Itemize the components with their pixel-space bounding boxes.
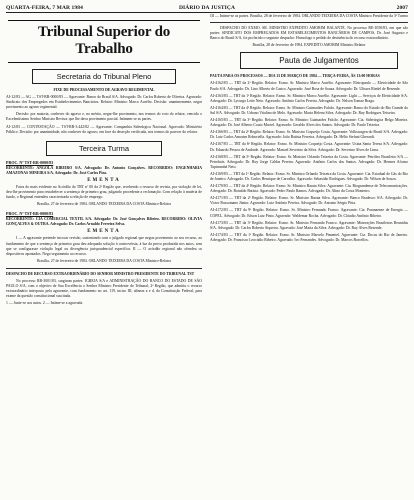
pauta-list	[210, 81, 408, 243]
paragraph: AI-12/83 — CONTESTAÇÃO — TST-RR-3.442/82 — Agravante: Companhia Siderúrgica Nacional. Agravado: Ministério Público. Decisão: por unanimidade, não conhecer do agravo, em face da deserção verificada, nos termos do parecer do relator.	[6, 124, 202, 134]
pauta-item: AI-4165/83 — TRT da 3ª Região. Relator: Exmo. Sr. Ministro Guimarães Falcão. Agravante: Cia. Siderúrgica Belgo Mineira. Advogado: Dr. José Alberto Couto Maciel. Agravado: Geraldo Alves dos Santos. Advogado: Dr. Paulo Teixeira.	[210, 118, 408, 128]
pauta-item: AI-4162/83 — TRT da 2ª Região. Relator: Exmo. Sr. Ministro Marco Aurélio. Agravante: Eletropaulo — Eletricidade de São Paulo S/A. Advogado: Dr. Lino Alberto de Castro. Agravado: José Rosa de Souza. Advogado: Dr. Ulisses Riedel de Resende.	[210, 81, 408, 91]
pauta-item: AI-4167/83 — TRT da 6ª Região. Relator: Exmo. Sr. Ministro Coqueijo Costa. Agravante: Usina Santa Teresa S/A. Advogado: Dr. Eduardo Pessoa de Andrade. Agravado: Manoel Severino da Silva. Advogado: Dr. Severino Alves de Lima.	[210, 142, 408, 152]
publication-name: DIÁRIO DA JUSTIÇA	[178, 4, 236, 11]
signature-block: Brasília, 28 de fevereiro de 1984. EXPEDITO AMORIM Ministro Relator	[252, 43, 366, 48]
paragraph: Decisão: por maioria, conhecer do agravo e, no mérito, negar-lhe provimento, nos termos do voto do relator, vencido o Excelentíssimo Senhor Ministro Revisor que lhe dava provimento parcial. Intimem-se as partes.	[6, 112, 202, 122]
divider	[210, 22, 408, 23]
divider	[6, 268, 202, 269]
paragraph: I — A agravante pretende invocar revisão, sustentando com o julgado regional que negou provimento ao seu recurso, ao fundamento de que a sentença de primeiro grau deu adequada solução à controvérsia, à luz da prova produzida nos autos, sem que se configurasse violação legal ou divergência jurisprudencial específica. II — O acórdão regional não ofendeu os dispositivos apontados. Nego seguimento ao recurso.	[6, 236, 202, 256]
pauta-item: AI-4168/83 — TRT da 5ª Região. Relator: Exmo. Sr. Ministro Orlando Teixeira da Costa. Agravante: Petróleo Brasileiro S/A — Petrobrás. Advogado: Dr. Ruy Jorge Caldas Pereira. Agravado: Antônio Carlos dos Santos. Advogado: Dr. Hermes Afonso Tupinambá Neto.	[210, 154, 408, 169]
pauta-item: AI-4170/83 — TRT da 4ª Região. Relator: Exmo. Sr. Ministro Barata Silva. Agravante: Cia. Riograndense de Telecomunicações. Advogado: Dr. Ronaldo Batista. Agravado: Pedro Paulo Ramos. Advogado: Dr. Alino da Costa Monteiro.	[210, 184, 408, 194]
paragraph: AI-12/83 — AG — TST-RR-0000/83 — Agravante: Banco do Brasil S/A. Advogado: Dr. Carlos Roberto de Oliveira. Agravado: Sindicato dos Empregados em Estabelecimentos Bancários. Relator: Ministro Marco Aurélio. Decisão: unanimemente, negar provimento ao agravo regimental.	[6, 95, 202, 110]
pauta-item: AI-4166/83 — TRT da 2ª Região. Relator: Exmo. Sr. Ministro Coqueijo Costa. Agravante: Volkswagen do Brasil S/A. Advogado: Dr. Luiz Carlos Amorim Robortella. Agravado: João Batista Ferreira. Advogado: Dr. Hélio Stefani Gherardi.	[210, 130, 408, 140]
masthead: Tribunal Superior do Trabalho	[8, 20, 200, 63]
section-header-pauta: Pauta de Julgamentos	[240, 52, 398, 69]
pauta-item: AI-4174/83 — TRT da 1ª Região. Relator: Exmo. Sr. Ministro Marcelo Pimentel. Agravante: Cia. Docas do Rio de Janeiro. Advogado: Dr. Francisco Leocádio Ribeiro. Agravado: Ivo Fernandes. Advogado: Dr. Marcos Barcellos.	[210, 232, 408, 242]
process-parties: RECORRENTE: ANGOLA RIBEIRO S/A. Advogado: Dr. Antonio Gonçalves. RECORRIDO: ENGENHARIA AMAZONAS MINEIRA S/A. Advogado: Dr. José Carlos Piza.	[6, 165, 202, 175]
section-header-pleno: Secretaria do Tribunal Pleno	[32, 69, 176, 84]
issue-date: QUARTA-FEIRA, 7 MAR 1984	[6, 4, 83, 11]
pauta-item: AI-4171/83 — TRT da 2ª Região. Relator: Exmo. Sr. Ministro Barata Silva. Agravante: Banco Bradesco S/A. Advogado: Dr. Victor Russomano Júnior. Agravado: Luiz Antônio Pereira. Advogado: Dr. Antonio Sérgio Pitta.	[210, 196, 408, 206]
pauta-item: AI-4164/83 — TRT da 4ª Região. Relator: Exmo. Sr. Ministro Guimarães Falcão. Agravante: Banco do Estado do Rio Grande do Sul S/A. Advogado: Dr. Urbano Vitalino de Melo. Agravado: Maria Helena Silva. Advogado: Dr. Ruy Rodrigues Teixeira.	[210, 105, 408, 115]
pauta-item: AI-4169/83 — TRT da 1ª Região. Relator: Exmo. Sr. Ministro Orlando Teixeira da Costa. Agravante: Cia. Estadual de Gás do Rio de Janeiro. Advogado: Dr. Carlos Henrique de Carvalho. Agravado: Sebastião Rodrigues. Advogado: Dr. Wilson de Souza.	[210, 171, 408, 181]
despacho-heading: DESPACHO DE RECURSO EXTRAORDINÁRIO DO SENHOR MINISTRO PRESIDENTE DO TRIBUNAL TST	[6, 271, 195, 276]
ementa-heading: EMENTA	[87, 229, 121, 235]
signature-block: Brasília, 27 de fevereiro de 1984. ORLANDO TEIXEIRA DA COSTA Ministro-Relator	[37, 202, 171, 207]
paragraph: Fatos do mais evidente no Acórdão do TRT nº 00 da 2ª Região que, recebendo o recurso de revista, por violação de lei, deu-lhe provimento para restabelecer a sentença de primeiro grau, julgando procedente a reclamação. Com relação à matéria de fundo, o Regional entendeu caracterizada a relação de emprego.	[6, 184, 202, 200]
ementa-heading: EMENTA	[87, 177, 121, 183]
pauta-heading: PAUTA PARA OS PROCESSOS — DIA 13 DE MARÇO DE 1984 — TERÇA-FEIRA, ÀS 13:00 HORAS	[210, 74, 380, 79]
process-parties: RECORRENTE: CIA COMERCIAL TEXTIL S/A. Advogado: Dr. José Gonçalves Ribeiro. RECORRIDO: OLIVIA GONÇALVES & OUTRA. Advogado: Dr. Carlos Arnaldo Ferreira Selva.	[6, 217, 202, 227]
pauta-item: AI-4163/83 — TRT da 1ª Região. Relator: Exmo. Sr. Ministro Marco Aurélio. Agravante: Light — Serviços de Eletricidade S/A. Advogado: Dr. Lycurgo Leite Neto. Agravado: Antônio Carlos Pereira. Advogado: Dr. Nelson Tomaz Braga.	[210, 93, 408, 103]
process-number: PROC. Nº TST-RR-0000/83	[6, 211, 54, 217]
page-number: 2007	[396, 4, 408, 11]
running-header	[6, 3, 408, 13]
paragraph: No processo RR-3001/83, surgiram partes: IGREJA S/A e ADMINISTRAÇÃO DO BANCO DO ESTADO DE SÃO PAULO S/A, com o objetivo de Sua Excelência o Senhor Ministro Presidente do Tribunal, 2ª Região, que admitiu o recurso extraordinário interposto pela agravante, com fundamento no art. 119, inciso III, alíneas a e d, da Constituição Federal, para exame da questão constitucional suscitada.	[6, 278, 202, 299]
process-number: PROC. Nº TST-RR-0000/83	[6, 159, 54, 165]
left-column	[6, 14, 202, 498]
signature-block: Brasília, 27 de fevereiro de 1984. ORLANDO TEIXEIRA DA COSTA Ministro-Relator	[37, 258, 171, 263]
pauta-item: AI-4172/83 — TRT da 9ª Região. Relator: Exmo. Sr. Ministro Fernando Franco. Agravante: Cia. Paranaense de Energia — COPEL. Advogado: Dr. Edson Luiz Pinto. Agravado: Waldemar Rocha. Advogado: Dr. Cláudio Antônio Ribeiro.	[210, 208, 408, 218]
paragraph: III — Intime-se as partes. Brasília, 28 de fevereiro de 1984. ORLANDO TEIXEIRA DA COSTA Ministro Presidente da 3ª Turma	[210, 14, 408, 18]
right-column	[210, 14, 408, 498]
pauta-item: AI-4173/83 — TRT da 3ª Região. Relator: Exmo. Sr. Ministro Fernando Franco. Agravante: Minerações Brasileiras Reunidas S/A. Advogado: Dr. Carlos Roberto Siqueira. Agravado: José Maria da Silva. Advogado: Dr. Ruy Alves Rezende.	[210, 220, 408, 230]
section-header-terceira-turma: Terceira Turma	[46, 141, 162, 156]
section-lead: FIXE DE PROCESSAMENTO DE AGRAVO REGIMENTAL	[53, 88, 155, 92]
paragraph: 1 — Junte-se aos autos. 2 — Intime-se a agravada.	[6, 301, 84, 306]
paragraph: DESPACHO DO EXMO. SR. MINISTRO EXPEDITO AMORIM BALANTE. No processo RE-1050/83, em que são partes: SINDICATO DOS EMPREGADOS EM ESTABELECIMENTOS BANCÁRIOS DE CAMPOS, Dr. José Augusto e Banco do Brasil S/A, foi proferido o seguinte despacho: Homologo o pedido de desistência do recurso extraordinário.	[210, 26, 408, 41]
